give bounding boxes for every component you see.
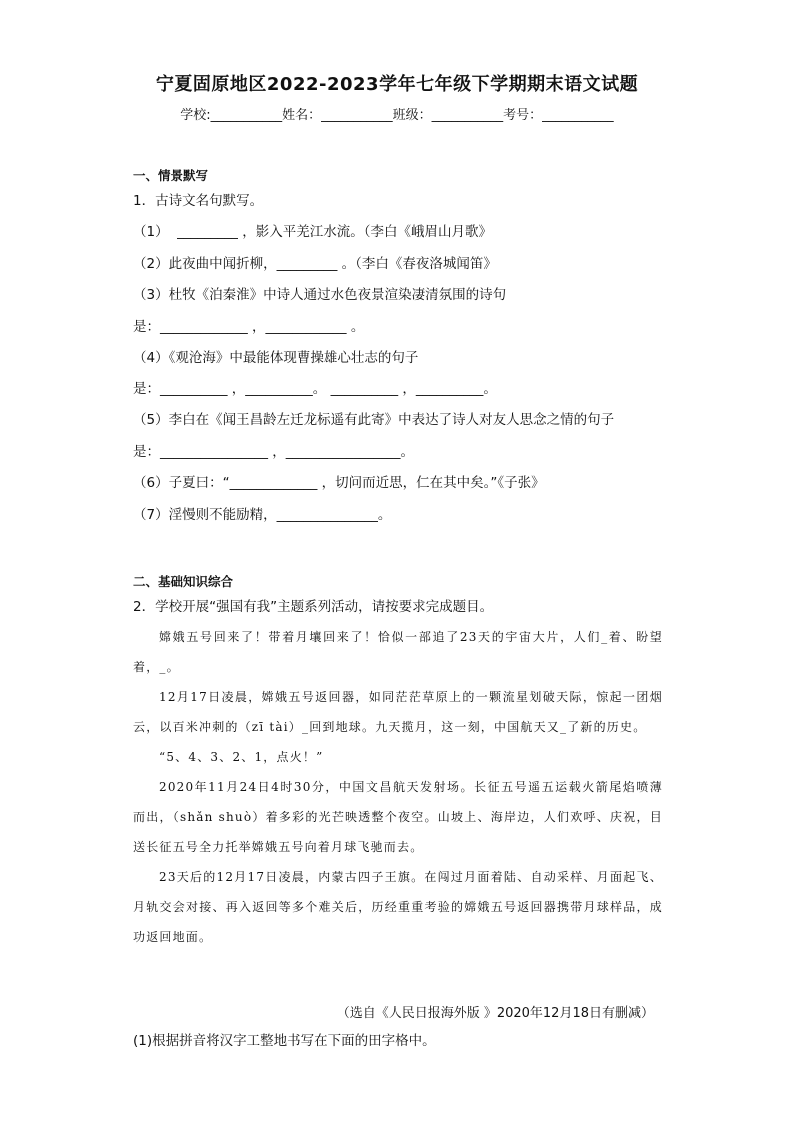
q1-item-2: （2）此夜曲中闻折柳，_________ 。（李白《春夜洛城闻笛》 xyxy=(133,256,497,272)
q1-item-4: （4）《观沧海》中最能体现曹操雄心壮志的句子 xyxy=(133,350,419,366)
q1-item-1: （1） _________ ，影入平羌江水流。（李白《峨眉山月歌》 xyxy=(133,224,492,240)
section2-heading: 二、基础知识综合 xyxy=(133,574,234,589)
page-title: 宁夏固原地区2022-2023学年七年级下学期期末语文试题 xyxy=(155,74,639,95)
passage-paragraph: 2020年11月24日4时30分，中国文昌航天发射场。长征五号遥五运载火箭尾焰喷薄而出，（shǎn shuò）着多彩的光芒映透整个夜空。山坡上、海岸边，人们欢呼、庆祝，目送长征五号全力托举嫦娥五号向着月球飞驰而去。 xyxy=(133,780,663,854)
passage-paragraph: “5、4、3、2、1，点火！” xyxy=(159,750,324,764)
q1-item-3-answer: 是：_____________ ，____________ 。 xyxy=(133,319,365,335)
q1-item-6: （6）子夏曰：“_____________ ，切问而近思，仁在其中矣。”《子张》 xyxy=(133,475,545,491)
passage-paragraph: 12月17日凌晨，嫦娥五号返回器，如同茫茫草原上的一颗流星划破天际，惊起一团烟云，以百米冲刺的（zī tài）_回到地球。九天揽月，这一刻，中国航天又_了新的历史。 xyxy=(133,690,663,734)
q1-item-5: （5）李白在《闻王昌龄左迁龙标遥有此寄》中表达了诗人对友人思念之情的句子 xyxy=(133,412,615,428)
sub-question-1: (1)根据拼音将汉字工整地书写在下面的田字格中。 xyxy=(133,1033,436,1049)
question-2: 2．学校开展“强国有我”主题系列活动，请按要求完成题目。 xyxy=(133,599,494,615)
reading-passage xyxy=(133,622,663,952)
passage-paragraph: 23天后的12月17日凌晨，内蒙古四子王旗。在闯过月面着陆、自动采样、月面起飞、月轨交会对接、再入返回等多个难关后，历经重重考验的嫦娥五号返回器携带月球样品，成功返回地面。 xyxy=(133,870,663,944)
q1-item-7: （7）淫慢则不能励精，_______________。 xyxy=(133,507,392,523)
q1-item-4-answer: 是：__________ ，__________。 __________ ，__________。 xyxy=(133,381,497,397)
section1-heading: 一、情景默写 xyxy=(133,168,209,183)
student-info-line: 学校:___________姓名：___________班级：___________考号：___________ xyxy=(180,108,614,123)
q1-item-5-answer: 是：________________ ，_________________。 xyxy=(133,444,415,460)
question-1: 1．古诗文名句默写。 xyxy=(133,193,264,209)
passage-paragraph: 嫦娥五号回来了！带着月壤回来了！恰似一部追了23天的宇宙大片，人们_着、盼望着，_。 xyxy=(133,630,663,674)
q1-item-3: （3）杜牧《泊秦淮》中诗人通过水色夜景渲染凄清氛围的诗句 xyxy=(133,287,507,303)
passage-source: （选自《人民日报海外版 》2020年12月18日有删减） xyxy=(336,1006,654,1021)
